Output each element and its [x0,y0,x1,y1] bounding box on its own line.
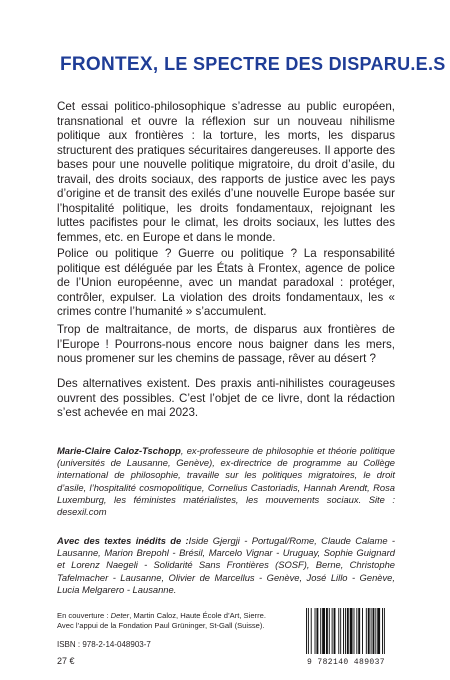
barcode-bar [358,608,360,654]
barcode-bar [329,608,330,654]
barcode-bar [308,608,309,654]
barcode-bar [371,608,372,654]
cover-artwork-title: Deter [110,611,130,620]
barcode-bar [343,608,344,654]
barcode-bar [347,608,349,654]
cover-credit-line [57,611,287,621]
cover-credits [57,611,287,631]
book-title [60,54,446,76]
price: 27 € [57,656,75,666]
cover-credit-rest: , Martin Caloz, Haute École d’Art, Sierre. [129,611,266,620]
title-part-subtitle: LE SPECTRE DES DISPARU.E.S [164,54,446,74]
contributors [57,535,395,596]
paragraph-police: Police ou politique ? Guerre ou politique ? La responsabilité politique est déléguée par les États à Frontex, agence de police de l’Union européenne, avec un mandat paradoxal : protéger, contrôler, expulser. La violation des droits fondamentaux, les « crimes contre l’humanité » s’accumulent. [57,247,395,318]
paragraph-maltraitance: Trop de maltraitance, de morts, de disparus aux frontières de l’Europe ! Pourrons-nous encore nous baigner dans les mers, nous promener sur les chemins de passage, rêver au désert ? [57,323,395,365]
support-credit-line: Avec l’appui de la Fondation Paul Grüninger, St-Gall (Suisse). [57,621,265,630]
barcode-bar [373,608,375,654]
barcode-bar [375,608,376,654]
barcode-bar [377,608,380,654]
barcode-bars [306,608,386,656]
paragraph-intro: Cet essai politico-philosophique s’adresse au public européen, transnational et ouvre la réflexion sur un nouveau nihilisme politique aux frontières : la torture, les morts, les disparus structurent des pratiques sécuritaires dangereuses. Il apporte des bases pour une nouvelle politique migratoire, du droit d’asile, du travail, des droits sociaux, des rapports de justice avec les pays d’origine et de transit des exilés d’une nouvelle Europe basée sur l’hospitalité politique, les droits fondamentaux, rejoignant les luttes pacifistes pour le climat, les droits sociaux, les luttes des femmes, etc. en Europe et dans le monde. [57,100,395,244]
author-bio [57,445,395,518]
contributors-list: Iside Gjergji - Portugal/Rome, Claude Calame - Lausanne, Marion Brepohl - Brésil, Marcelo Vignar - Uruguay, Sophie Guignard et Lorenz Naegeli - Solidarité Sans Frontières (SOSF), Berne, Christophe Tafelmacher - Lausanne, Olivier de Marcellus - Genève, José Lillo - Genève, Lucia Melgarero - Lausanne. [57,535,395,595]
title-part-frontex: FRONTEX, [60,54,159,75]
barcode-digits: 9 782140 489037 [306,658,385,667]
contributors-label: Avec des textes inédits de : [57,535,189,546]
barcode-bar [345,608,346,654]
barcode-bar [340,608,341,654]
barcode-bar [362,608,363,654]
author-name: Marie-Claire Caloz-Tschopp [57,445,181,456]
barcode-bar [311,608,312,654]
isbn: ISBN : 978-2-14-048903-7 [57,640,151,649]
paragraph-alternatives: Des alternatives existent. Des praxis anti-nihilistes courageuses ouvrent des possibles. C’est l’objet de ce livre, dont la rédaction s’est achevée en mai 2023. [57,377,395,419]
barcode-bar [366,608,367,654]
barcode-bar [306,608,307,654]
barcode-bar [326,608,328,654]
barcode-bar [332,608,333,654]
barcode-bar [322,608,325,654]
barcode-bar [354,608,355,654]
barcode [296,608,396,670]
cover-credit-label: En couverture : [57,611,111,620]
barcode-bar [356,608,357,654]
barcode-bar [350,608,353,654]
barcode-bar [338,608,339,654]
barcode-bar [316,608,318,654]
barcode-bar [334,608,336,654]
barcode-bar [384,608,385,654]
barcode-bar [382,608,383,654]
author-bio-text: , ex-professeure de philosophie et théorie politique (universités de Lausanne, Genève), ex-directrice de programme au Collège international de philosophie, travaille sur les politiques migratoires, le droit d’asile, l’hospitalité cosmopolitique, Cornelius Castoriadis, Hannah Arendt, Rosa Luxemburg, les féministes matérialistes, les mouvements sociaux. Site : desexil.com [57,445,395,518]
barcode-bar [368,608,370,654]
barcode-bar [320,608,321,654]
barcode-bar [315,608,316,654]
